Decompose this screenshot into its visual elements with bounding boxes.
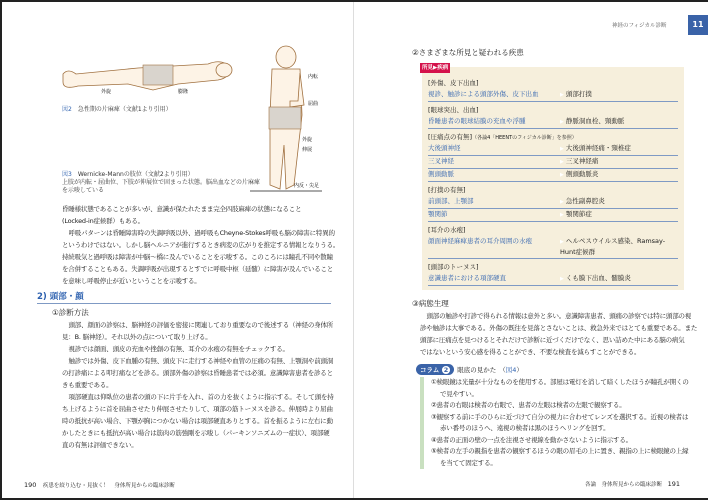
fig3-label-0: 内転 bbox=[308, 74, 319, 80]
left-flow bbox=[37, 171, 340, 451]
findings-section-title: [眼球突出、出血] bbox=[428, 106, 479, 114]
pathophysiology-paragraph: 頭部の触診や打診で得られる情報は意外と多い。意識障害患者、頭痛の診察では特に頭部の視 診や触診は大事である。外傷の既往を見落とさないことは、救急外来ではとても重要である。また 頭部に圧痛点を見つけるとそれだけで診断に近づくだけでなく、思い詰めた中にある脳の病気 ではないという安心感を得ることができ、不要な検査を減らすことができる。 bbox=[420, 312, 698, 356]
findings-section-title: [耳介の水疱] bbox=[428, 226, 466, 234]
findings-section-title: [圧痛点の有無]（各論4「HEENTのフィジカル診断」を参照） bbox=[428, 133, 577, 141]
fig3-label-2: 外旋 bbox=[302, 137, 313, 143]
subheading-pathophysiology: ③病態生理 bbox=[412, 299, 449, 308]
fig3-label-4: 内反・尖足 bbox=[294, 183, 320, 189]
findings-table bbox=[422, 67, 684, 290]
left-body-top: 昏睡様状態であることが多いが、意識が保たれたまま完全四肢麻痺の状態になること (Locked-in症候群）もある。 呼吸パターンは昏睡障害時の失調呼吸以外、過呼吸もCheyne-Stokes呼吸も脳の障害に特異的 というわけではない。しかし脳ヘルニアが進行するとき病変の広がりを推定する情報となりうる。 持続吸気と過呼吸は障害が中脳〜橋に及んでいることを示唆する。このころには瞳孔不同や散瞳 を合併することもある。失調呼吸が出現するとすでに呼吸中枢（延髄）に障害が及んでいること を意味し呼吸停止が近いということを示唆する。 bbox=[62, 205, 340, 285]
suspected-disease: ▶ 顎関節症 bbox=[560, 209, 678, 220]
column-header: コラム 2 眼底の見かた （図4） bbox=[416, 364, 692, 375]
suspected-disease: ▶ 三叉神経痛 bbox=[560, 156, 678, 167]
finding: 顔面神経麻痺患者の耳介周囲の水疱 bbox=[428, 237, 532, 245]
chapter-tab[interactable]: 11 bbox=[688, 15, 708, 35]
fig3-label-3: 伸展 bbox=[302, 147, 313, 153]
finding: 三叉神経 bbox=[428, 157, 454, 165]
right-flow bbox=[412, 47, 698, 469]
fig2-label-0: 外旋 bbox=[101, 89, 112, 95]
supine-hemiplegia-illustration bbox=[58, 48, 238, 96]
heading-findings-diseases: ②さまざまな所見と疑われる疾患 bbox=[412, 48, 524, 57]
section-heading-head-face: 2) 頭部・顔 bbox=[37, 291, 331, 304]
column-item: ③観察する前に手のひらに近づけて自分の視力に合わせてレンズを選択する。近視の検者は赤い番号のほうへ、遠視の検者は黒のほうへリングを回す。 bbox=[431, 412, 689, 432]
findings-section-title: [打撲の有無] bbox=[428, 186, 466, 194]
suspected-disease: ▶ ヘルペスウイルス感染、Ramsay-Hunt症候群 bbox=[560, 236, 678, 257]
findings-row bbox=[428, 116, 678, 129]
finding: 顎関節 bbox=[428, 210, 448, 218]
findings-row bbox=[428, 236, 678, 259]
spine-divider bbox=[353, 2, 354, 498]
findings-row bbox=[428, 156, 678, 169]
left-body-main: 頭部、顔面の診察は、脳神経の評価を密接に関連しており重要なので後述する（神経の身体所 見：B. 脳神経）。それ以外の点について取り上げる。 視診では顔面、頭皮の充血や挫創の有無、耳介の水疱の有無をチェックする。 触診では外傷、皮下血腫の有無、頭皮下に走行する神経や血管の圧痛の有無、上顎洞や前頭洞 の打診痛による叩打痛などを診る。頭部外傷の診察は昏睡患者では必須。意識障害患者を診ると きも重要である。 項部硬直は仰臥位の患者の頭の下に片手を入れ、首の力を抜くように指示する。そして頭を持 ち上げるように首を屈曲させたり伸展させたりして、項部の筋トーヌスを診る。伸展時より屈曲 時の抵抗が高い場合、下顎が胸につかない場合は項部硬直ありとする。首を振るように左右に動 かしたときにも抵抗が高い場合は筋肉の筋強剛を示唆し（パーキンソニズムの一症状）、項部硬 直の有無は評価できない。 bbox=[62, 321, 334, 449]
fig3-caption: 図3 Wernicke-Mannの肢位（文献2より引用） 上肢が内転・屈曲位、下肢が伸展位で固まった状態。脳出血などの片麻痺 を示唆している bbox=[62, 171, 261, 194]
finding: 昏睡患者の眼球結膜の充血や浮腫 bbox=[428, 117, 526, 125]
suspected-disease: ▶ 大後頭神経痛・頸椎症 bbox=[560, 143, 678, 154]
findings-row bbox=[428, 273, 678, 286]
column-item: ⑤検者の左手の親指を患者の観察するほうの眼の眉毛の上に置き、親指の上に検眼鏡の上縁を当てて固定する。 bbox=[431, 447, 689, 467]
findings-tag: 所見▶疾病 bbox=[422, 65, 449, 71]
suspected-disease: ▶ くも膜下出血、髄膜炎 bbox=[560, 273, 678, 284]
findings-row bbox=[428, 196, 678, 209]
left-footer: 190 疾患を絞り込む・見抜く！ 身体所見からの臨床診断 bbox=[24, 481, 175, 489]
column-item: ②患者の右眼は検者の右眼で、患者の左眼は検者の左眼で観察する。 bbox=[431, 401, 626, 409]
column-list bbox=[420, 377, 692, 469]
finding: 側頭動脈 bbox=[428, 170, 454, 178]
suspected-disease: ▶ 側頭動脈炎 bbox=[560, 169, 678, 180]
right-footer: 各論 身体所見からの臨床診断 191 bbox=[585, 480, 680, 488]
finding: 視診、触診による頭部外傷、皮下出血 bbox=[428, 90, 539, 98]
running-header: 神経のフィジカル診断 bbox=[612, 23, 667, 29]
fig3-label-1: 屈曲 bbox=[308, 101, 319, 107]
suspected-disease: ▶ 静脈洞血栓、頸動脈 bbox=[560, 116, 678, 127]
finding: 大後頭神経 bbox=[428, 144, 461, 152]
suspected-disease: ▶ 頭部打撲 bbox=[560, 89, 678, 100]
finding: 前頭部、上顎部 bbox=[428, 197, 474, 205]
column-item: ①検眼鏡は光量が十分なものを使用する。部屋は電灯を消して暗くしたほうが瞳孔が開くので見やすい。 bbox=[431, 378, 689, 398]
finding: 意識患者における項部硬直 bbox=[428, 274, 506, 282]
findings-row bbox=[428, 209, 678, 222]
findings-section-title: [頭部のトーヌス] bbox=[428, 263, 479, 271]
findings-row bbox=[428, 143, 678, 156]
findings-section-title: [外傷、皮下出血] bbox=[428, 79, 479, 87]
subheading-diagnosis-method: ①診断方法 bbox=[52, 308, 89, 317]
fig2-label-1: 膨隆 bbox=[178, 89, 189, 95]
column-badge: コラム 2 bbox=[416, 364, 454, 375]
fig2-caption: 図2 急性期の片麻痺（文献1より引用） bbox=[62, 106, 172, 113]
findings-row bbox=[428, 169, 678, 182]
column-item: ④患者の正面の壁の一点を注視させ視線を動かさないように指示する。 bbox=[431, 435, 632, 444]
findings-row bbox=[428, 89, 678, 102]
suspected-disease: ▶ 急性副鼻腔炎 bbox=[560, 196, 678, 207]
